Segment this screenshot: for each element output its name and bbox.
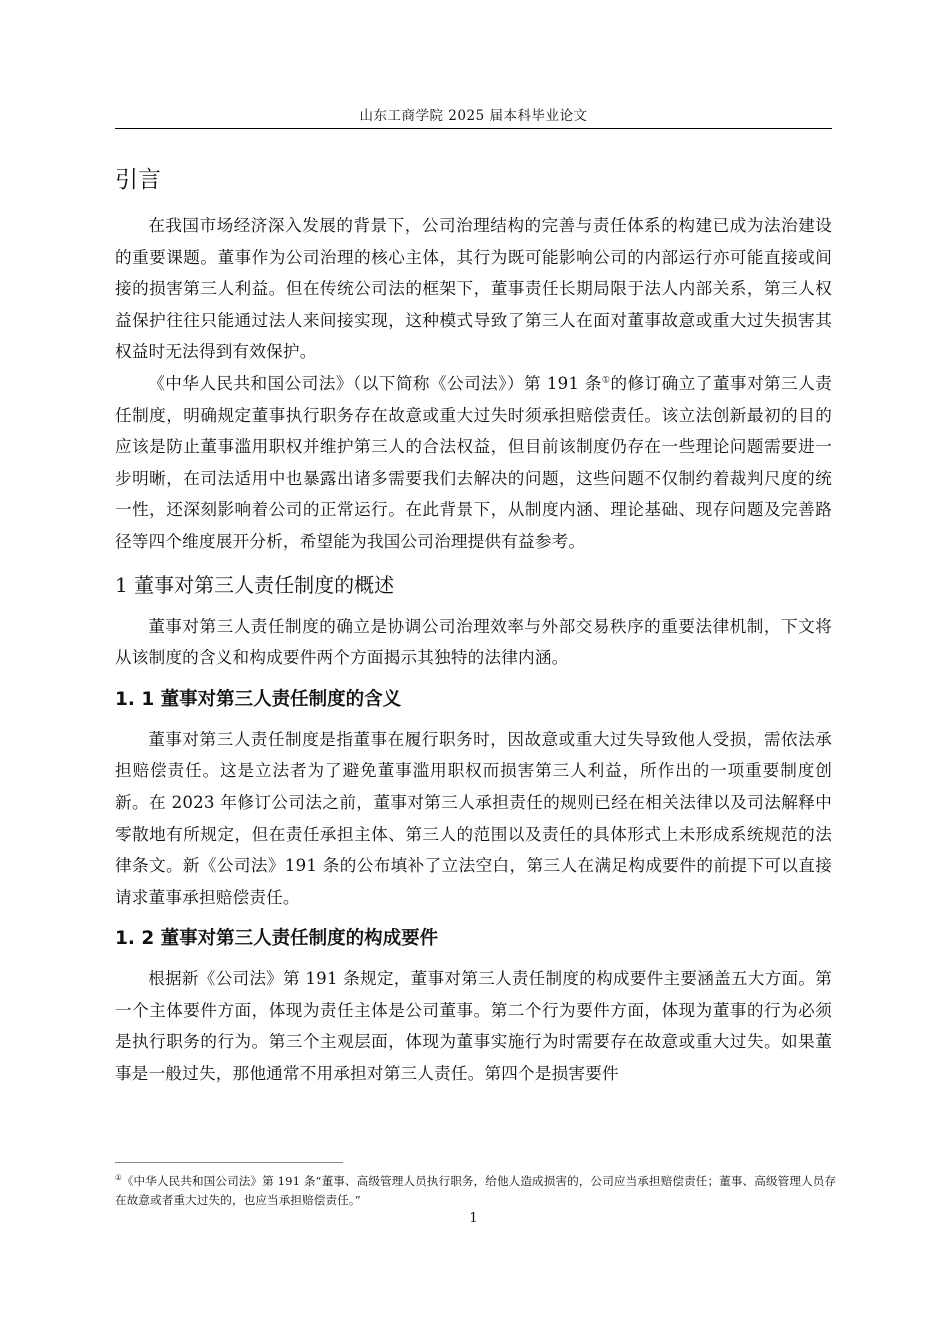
section-1-2-number: 1. 2 <box>115 928 155 950</box>
page-header: 山东工商学院 2025 届本科毕业论文 <box>359 108 588 124</box>
page-number: 1 <box>469 1211 478 1226</box>
footnote-mark: ① <box>115 1173 122 1183</box>
intro-p2-before: 《中华人民共和国公司法》（以下简称《公司法》）第 191 条 <box>148 373 602 393</box>
footnote-rule <box>115 1162 343 1163</box>
section-1-2-paragraph: 根据新《公司法》第 191 条规定，董事对第三人责任制度的构成要件主要涵盖五大方面。第一个主体要件方面，体现为责任主体是公司董事。第二个行为要件方面，体现为董事的行为必须是执行职务的行为。第三个主观层面，体现为董事实施行为时需要存在故意或重大过失。如果董事是一般过失，那他通常不用承担对第三人责任。第四个是损害要件 <box>115 969 832 1084</box>
section-1-1-heading <box>115 681 832 719</box>
header-rule <box>115 128 832 129</box>
page-body <box>115 160 832 1090</box>
section-1-1-title: 董事对第三人责任制度的含义 <box>160 688 402 710</box>
section-1-2-title: 董事对第三人责任制度的构成要件 <box>160 928 439 950</box>
section-1-1-number: 1. 1 <box>115 688 155 710</box>
footnote <box>115 1172 845 1210</box>
section-1-number: 1 <box>115 572 128 597</box>
intro-p2-after: 的修订确立了董事对第三人责任制度，明确规定董事执行职务存在故意或重大过失时须承担赔偿责任。该立法创新最初的目的应该是防止董事滥用职权并维护第三人的合法权益，但目前该制度仍存在一些理论问题需要进一步明晰，在司法适用中也暴露出诸多需要我们去解决的问题，这些问题不仅制约着裁判尺度的统一性，还深刻影响着公司的正常运行。在此背景下，从制度内涵、理论基础、现存问题及完善路径等四个维度展开分析，希望能为我国公司治理提供有益参考。 <box>115 373 832 551</box>
footnote-ref[interactable]: ① <box>601 375 611 386</box>
section-1-1-paragraph: 董事对第三人责任制度是指董事在履行职务时，因故意或重大过失导致他人受损，需依法承担赔偿责任。这是立法者为了避免董事滥用职权而损害第三人利益，所作出的一项重要制度创新。在 2023 年修订公司法之前，董事对第三人承担责任的规则已经在相关法律以及司法解释中零散地有所规定，但在责任承担主体、第三人的范围以及责任的具体形式上未形成系统规范的法律条文。新《公司法》191 条的公布填补了立法空白，第三人在满足构成要件的前提下可以直接请求董事承担赔偿责任。 <box>115 729 832 907</box>
intro-title: 引言 <box>115 167 161 193</box>
section-1-paragraph: 董事对第三人责任制度的确立是协调公司治理效率与外部交易秩序的重要法律机制，下文将从该制度的含义和构成要件两个方面揭示其独特的法律内涵。 <box>115 616 832 668</box>
footnote-text: 《中华人民共和国公司法》第 191 条“董事、高级管理人员执行职务，给他人造成损害的，公司应当承担赔偿责任；董事、高级管理人员存在故意或者重大过失的，也应当承担赔偿责任。” <box>115 1174 837 1207</box>
section-1-2-heading <box>115 920 832 958</box>
intro-paragraph-1: 在我国市场经济深入发展的背景下，公司治理结构的完善与责任体系的构建已成为法治建设的重要课题。董事作为公司治理的核心主体，其行为既可能影响公司的内部运行亦可能直接或间接的损害第三人利益。但在传统公司法的框架下，董事责任长期局限于法人内部关系，第三人权益保护往往只能通过法人来间接实现，这种模式导致了第三人在面对董事故意或重大过失损害其权益时无法得到有效保护。 <box>115 216 832 362</box>
section-1-title: 董事对第三人责任制度的概述 <box>134 572 395 597</box>
intro-paragraph-2 <box>115 368 832 558</box>
section-1-heading <box>115 565 832 605</box>
